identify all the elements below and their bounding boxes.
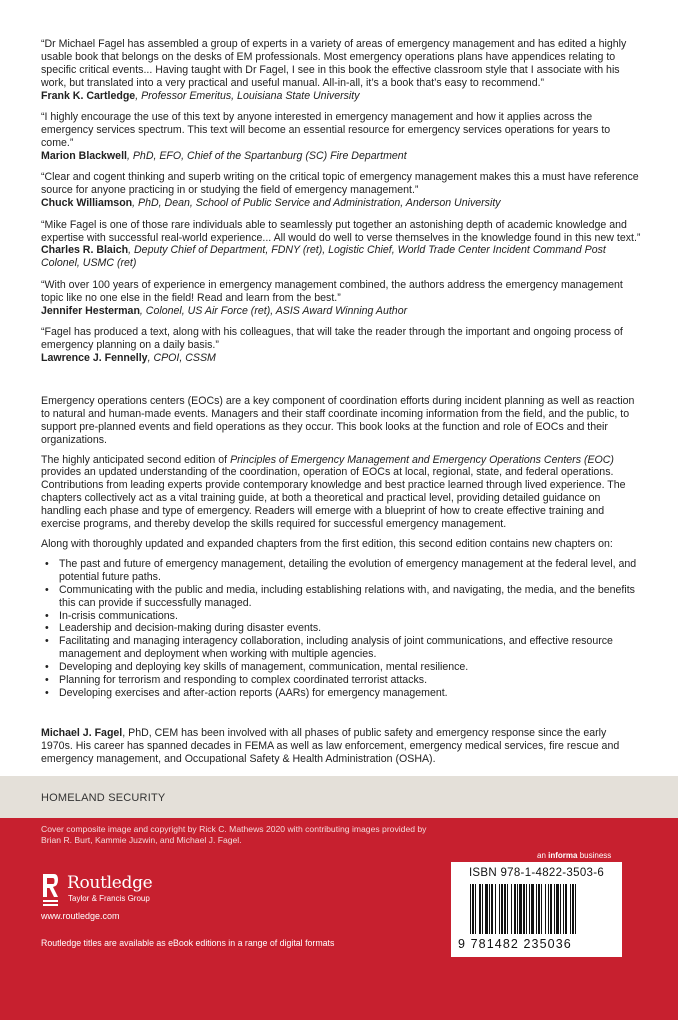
list-item: • Facilitating and managing interagency collaboration, including analysis of joint communications, and effective resource management and deployment when working with multiple agencies.: [59, 635, 641, 661]
book-description: [41, 395, 641, 700]
quote-author: Lawrence J. Fennelly: [41, 352, 148, 364]
endorsement-quote: [41, 326, 641, 365]
description-paragraph: The highly anticipated second edition of Principles of Emergency Management and Emergency Operations Centers (EOC) provides an updated understanding of the coordination, operation of EOCs at local, regional, state, and federal operations. Contributions from leading experts provide contemporary knowledge and best practice learned through lived experience. The chapters collectively act as a vital training guide, at both a theoretical and practical level, providing detailed guidance on handling each phase and type of emergency. Readers will emerge with a blueprint of how to create effective training and exercise programs, and thereby develop the skills required for successful emergency management.: [41, 453, 626, 531]
list-item: • The past and future of emergency management, detailing the evolution of emergency management at the federal level, and potential future paths.: [59, 558, 641, 584]
quote-author: Marion Blackwell: [41, 149, 127, 162]
bio-text: , PhD, CEM has been involved with all phases of public safety and emergency response since the early 1970s. His career has spanned decades in FEMA as well as law enforcement, emergency medical services, fire rescue and emergency management, and Occupational Safety & Health Administration (OSHA).: [41, 726, 620, 765]
publisher-group: Taylor & Francis Group: [68, 894, 150, 903]
barcode-digits: 9 781482 235036: [458, 937, 572, 951]
back-cover-content: [41, 38, 641, 766]
quote-credentials: , PhD, Dean, School of Public Service and Administration, Anderson University: [132, 197, 501, 210]
author-bio: [41, 727, 641, 766]
routledge-logo-icon: [41, 870, 59, 908]
bio-name: Michael J. Fagel: [41, 726, 123, 739]
quote-text: “Fagel has produced a text, along with his colleagues, that will take the reader through the important and ongoing process of emergency planning on a daily basis.”: [41, 326, 623, 352]
endorsement-quote: [41, 219, 641, 271]
ebook-note: Routledge titles are available as eBook editions in a range of digital formats: [41, 938, 335, 948]
quote-text: “Dr Michael Fagel has assembled a group of experts in a variety of areas of emergency management and has edited a highly usable book that belongs on the desks of EM professionals. Most emergency operations plans have appendices relating to specific critical events... Having taught with Dr Fagel, I see in this book the effective classroom style that I associate with his work, but translated into a very practical and useful manual. All-in-all, it’s a book that’s easy to recommend.”: [41, 38, 627, 89]
list-item: • Planning for terrorism and responding to complex coordinated terrorist attacks.: [59, 674, 641, 687]
list-item: • Developing and deploying key skills of management, communication, mental resilience.: [59, 661, 641, 674]
barcode-icon: [470, 884, 610, 934]
quote-credentials: , PhD, EFO, Chief of the Spartanburg (SC) Fire Department: [126, 149, 407, 162]
quote-author: Charles R. Blaich: [41, 244, 129, 257]
list-item: • Communicating with the public and media, including establishing relations with, and navigating, the media, and the benefits this can provide if successfully managed.: [59, 584, 641, 610]
new-chapters-list: [41, 558, 641, 700]
endorsement-quote: [41, 279, 641, 318]
image-credit: Cover composite image and copyright by Rick C. Mathews 2020 with contributing images provided by Brian R. Burt, Kammie Juzwin, and Michael J. Fagel.: [41, 824, 427, 845]
description-paragraph: Along with thoroughly updated and expanded chapters from the first edition, this second edition contains new chapters on:: [41, 537, 613, 550]
endorsement-quote: [41, 171, 641, 210]
quote-text: “With over 100 years of experience in emergency management combined, the authors address the emergency management topic like no one else in the field! Read and learn from the best.”: [41, 278, 623, 304]
publisher-name: Routledge: [67, 873, 153, 893]
quote-text: “Mike Fagel is one of those rare individuals able to seamlessly put together an astonishing depth of academic knowledge and expertise with successful real-world experience... All would do well to verse themselves in the knowledge found in this new text.”: [41, 218, 641, 244]
isbn-barcode-box: [451, 862, 622, 957]
isbn-number: ISBN 978-1-4822-3503-6: [468, 867, 605, 879]
list-item: • In-crisis communications.: [59, 610, 641, 623]
endorsement-quote: [41, 111, 641, 163]
quote-credentials: , Colonel, US Air Force (ret), ASIS Award Winning Author: [139, 304, 408, 317]
quote-text: “Clear and cogent thinking and superb writing on the critical topic of emergency management makes this a must have reference source for anyone practicing in or studying the field of emergency management.”: [41, 171, 639, 197]
quote-text: “I highly encourage the use of this text by anyone interested in emergency management and how it applies across the emergency services spectrum. This text will become an essential resource for emergency services operations for years to come.”: [41, 111, 611, 149]
quote-author: Frank K. Cartledge: [41, 89, 136, 102]
quote-credentials: , CPOI, CSSM: [147, 352, 216, 364]
routledge-logo: [41, 870, 261, 910]
quote-credentials: , Professor Emeritus, Louisiana State University: [135, 89, 360, 102]
endorsement-quote: [41, 38, 641, 103]
list-item: • Leadership and decision-making during disaster events.: [59, 622, 641, 635]
quote-author: Jennifer Hesterman: [41, 304, 140, 317]
book-title: Principles of Emergency Management and Emergency Operations Centers (EOC): [230, 453, 614, 466]
informa-business-label: an informa business: [537, 851, 612, 860]
list-item: • Developing exercises and after-action reports (AARs) for emergency management.: [59, 687, 641, 700]
publisher-footer: [0, 818, 678, 1020]
quote-credentials: , Deputy Chief of Department, FDNY (ret), Logistic Chief, World Trade Center Incident Command Post Colonel, USMC (ret): [41, 244, 606, 270]
series-label: HOMELAND SECURITY: [41, 792, 166, 804]
series-band: [0, 776, 678, 818]
description-paragraph: Emergency operations centers (EOCs) are a key component of coordination efforts during incident planning as well as reaction to natural and human-made events. Managers and their staff coordinate incoming information from the field, and the public, to support pre-planned events and field operations as they occur. This book looks at the function and role of EOCs and their organizations.: [41, 394, 635, 446]
publisher-website[interactable]: www.routledge.com: [41, 911, 120, 921]
quote-author: Chuck Williamson: [41, 197, 133, 210]
